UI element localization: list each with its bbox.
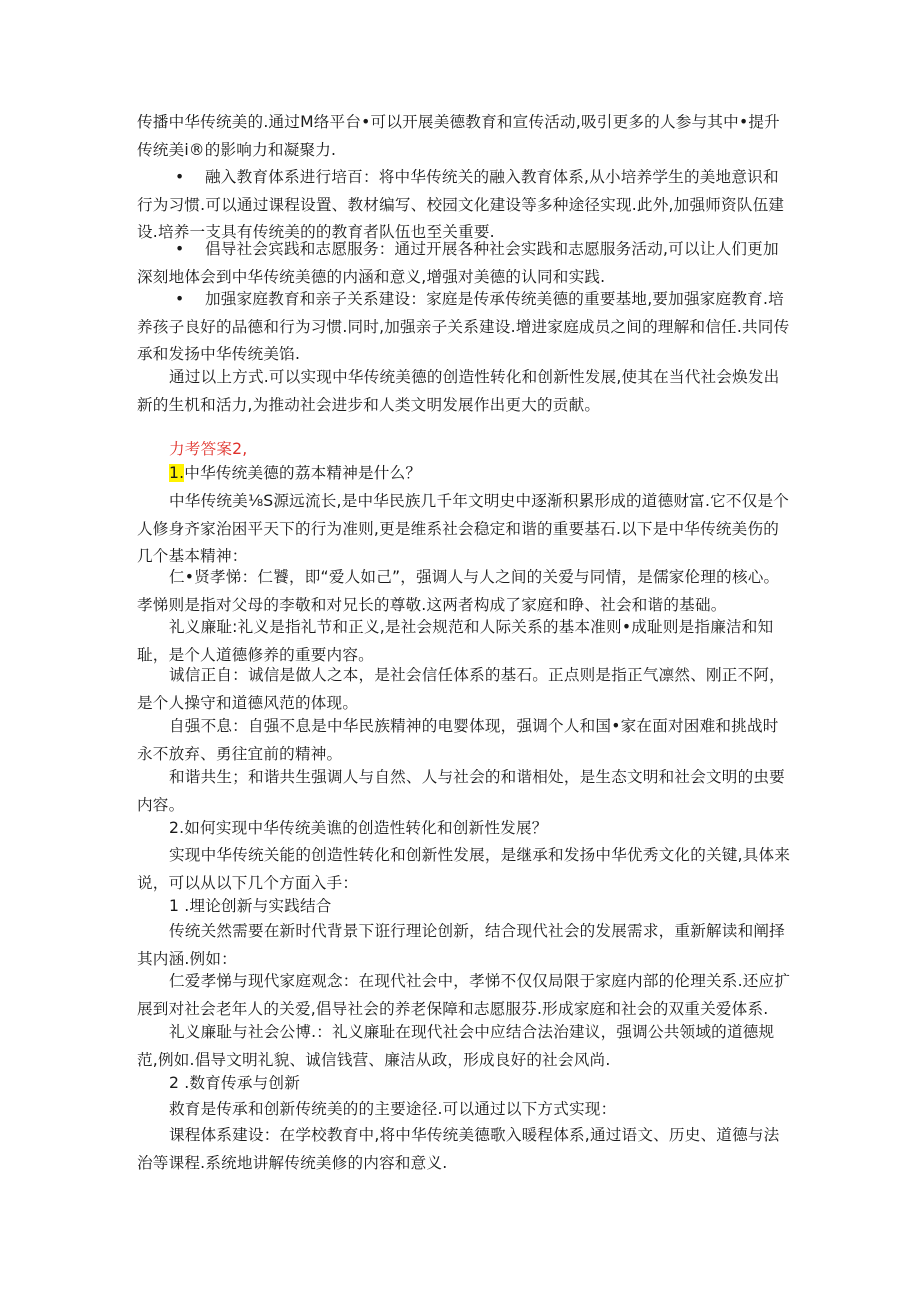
question-1 [137,460,792,488]
paragraph-harmony: 和谐共生；和谐共生强调人与自然、人与社会的和谐相处，是生态文明和社会文明的虫要内容。 [137,768,785,814]
paragraph-family-values: 仁爱孝悌与现代家庭观念：在现代社会中，孝悌不仅仅局限于家庭内部的伦理关系.还应扩展到对社会老年人的关爱,倡导社会的养老保障和志愿服芬.形成家庭和社会的双重关爱体系. [137,972,791,1018]
paragraph-benevolence: 仁•贤孝悌：仁饕，即“爱人如己”，强调人与人之间的关爱与同情，是儒家伦理的核心。孝悌则是指对父母的李敬和对兄长的尊敬.这两者构成了家庭和睁、社会和谐的基础。 [137,568,780,614]
paragraph-propriety: 礼义廉耻:礼义是指礼节和正义,是社会规范和人际关系的基本准则•成耻则是指廉洁和知耻，是个人道德修养的重要内容。 [137,618,774,664]
paragraph-curriculum: 课程体系建设：在学校教育中,将中华传统美德歌入暖程体系,通过语文、历史、道德与法治等课程.系统地讲解传统美修的内容和意义. [137,1126,780,1172]
paragraph-basic-spirit: 中华传统美⅛S源远流长,是中华民族几千年文明史中逐渐积累形成的道德财富.它不仅是个人修身齐家治困平天下的行为准则,更是维系社会稳定和谐的重要基石.以下是中华传统美伤的几个基本精神： [137,492,790,565]
question-2: 2.如何实现中华传统美谯的创造性转化和创新性发展？ [169,819,548,837]
paragraph-approach: 实现中华传统关能的创造性转化和创新性发展，是继承和发扬中华优秀文化的关键,具体来说，可以从以下几个方面入手： [137,846,791,892]
bullet-icon: • [175,168,185,186]
bullet-icon: • [175,240,185,258]
paragraph-conclusion: 通过以上方式.可以实现中华传统美德的创造性转化和创新性发展,使其在当代社会焕发出新的生机和活力,为推动社会进步和人类文明发展作出更大的贡献。 [137,368,780,414]
section-1-heading: 1 .埋论创新与实践结合 [169,897,332,915]
bullet-item-family-education [137,286,792,369]
paragraph-theory-innovation: 传统关然需要在新时代背景下诳行理论创新，结合现代社会的发展需求，重新解读和阐择其内涵.例如： [137,922,785,968]
answer-heading: 力考答案2, [169,440,248,458]
bullet-item-social-practice [137,236,792,291]
bullet-item-education-system [137,164,792,247]
paragraph-education-path: 救育是传承和创新传统美的的主要途径.可以通过以下方式实现： [169,1100,617,1118]
section-2-heading: 2 .数育传承与创新 [169,1074,300,1092]
bullet-text: 融入教育体系进行培百：将中华传统关的融入教育体系,从小培养学生的美地意识和行为习惯.可以通过课程设置、教材编写、校园文化建设等多种途径实现.此外,加强师资队伍建设.培养一支具有传统美的的教育者队伍也至关重要. [137,168,785,241]
paragraph-public-ethics: 礼义廉耻与社会公博.：礼义廉耻在现代社会中应结合法治建议，强调公共领域的道德规范,例如.倡导文明礼貌、诚信钱营、廉洁从政，形成良好的社会风尚. [137,1023,775,1069]
paragraph-integrity: 诚信正自：诚信是做人之本，是社会信任体系的基石。正点则是指正气凛然、刚正不阿，是个人操守和道德风范的体现。 [137,666,785,712]
paragraph-self-strengthening: 自强不息：自强不息是中华民族精神的电婴体现，强调个人和国•家在面对困难和挑战时永不放弃、勇往宜前的精神。 [137,717,779,763]
paragraph-intro: 传播中华传统美的.通过M络平台•可以开展美德教育和宣传活动,吸引更多的人参与其中•提升传统美i®的影响力和凝聚力. [137,113,780,159]
question-number-highlight: 1. [169,464,185,482]
bullet-text: 倡导社会宾践和志愿服务：通过开展各种社会实践和志愿服务活动,可以让人们更加深刻地体会到中华传统美德的内涵和意义,增强对美德的认同和实践. [137,240,779,286]
bullet-text: 加强家庭教育和亲子关系建设：家庭是传承传统美德的重要基地,要加强家庭教育.培养孩子良好的品德和行为习惯.同时,加强亲子关系建设.增进家庭成员之间的理解和信任.共同传承和发扬中华传统美馅. [137,290,790,363]
question-1-text: 中华传统美德的荔本精神是什么？ [184,464,422,482]
bullet-icon: • [175,290,185,308]
